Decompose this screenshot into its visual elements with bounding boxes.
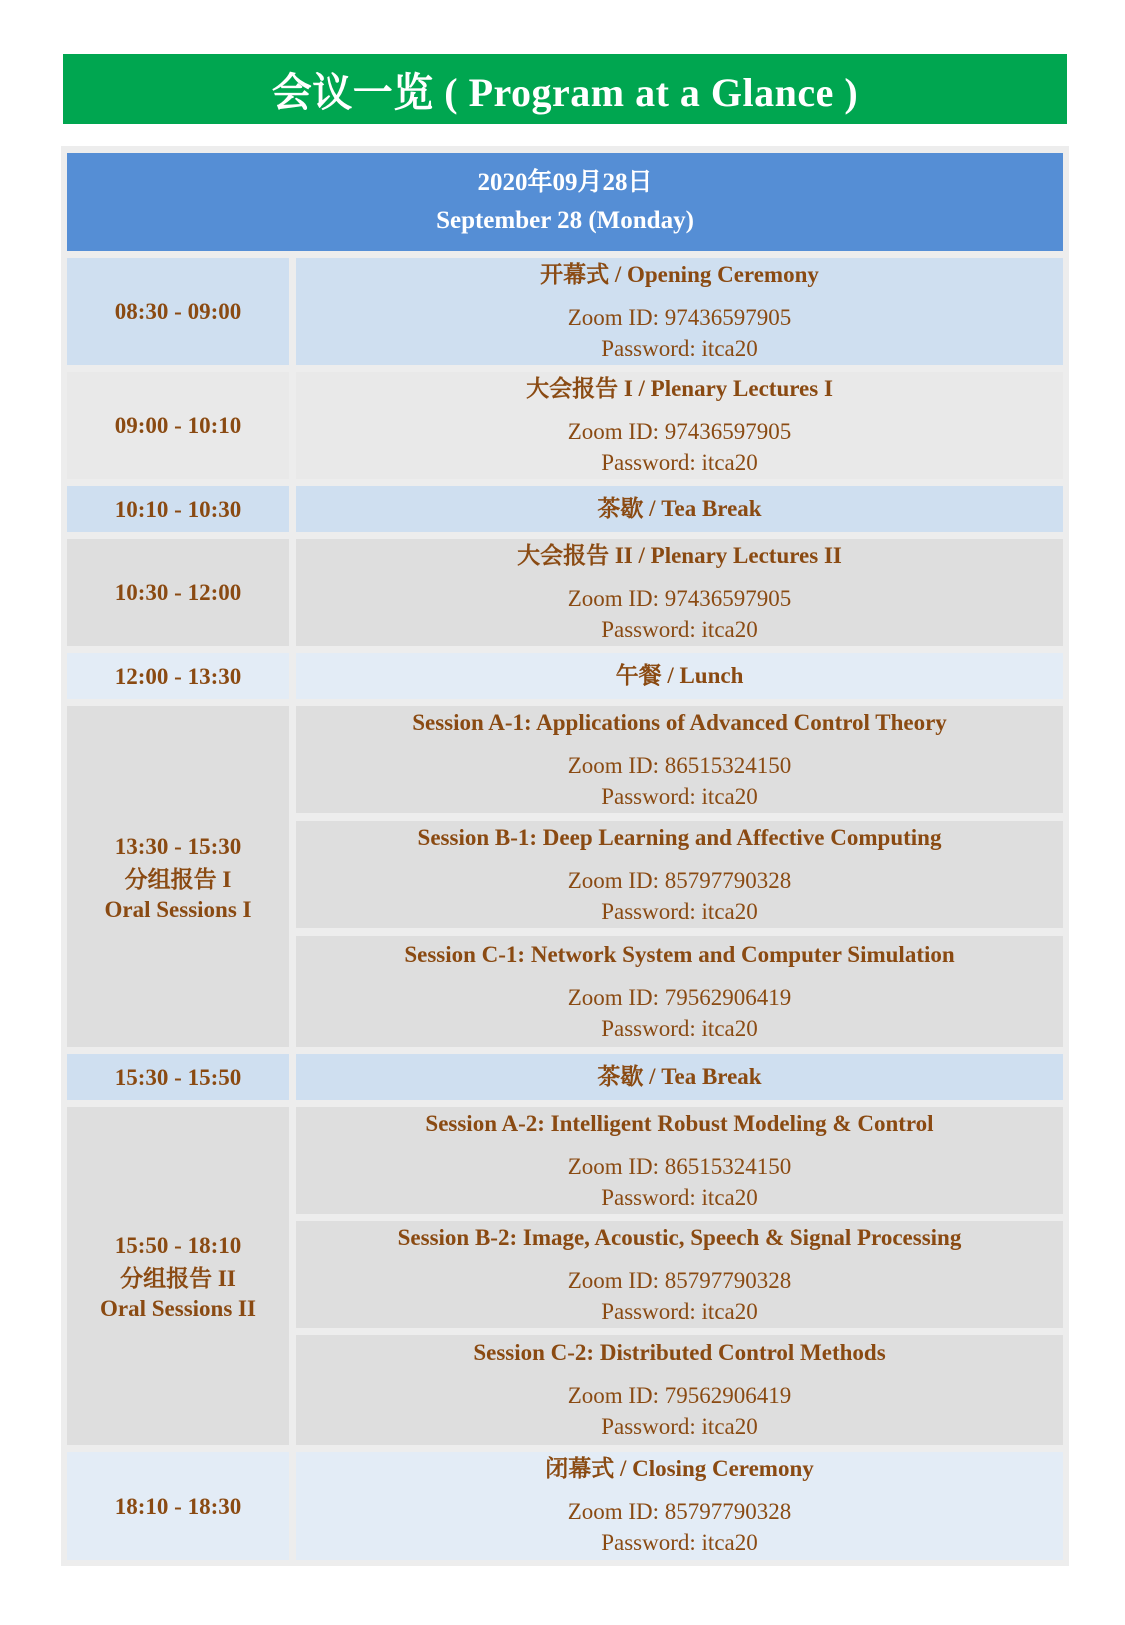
zoom-id: Zoom ID: 79562906419 — [567, 984, 792, 1010]
event-cell — [296, 1452, 1063, 1560]
event-cell — [296, 1107, 1063, 1214]
event-title: 茶歇 / Tea Break — [597, 496, 762, 521]
event-cell — [296, 821, 1063, 928]
zoom-id: Zoom ID: 79562906419 — [567, 1383, 792, 1408]
event-cell — [296, 372, 1063, 479]
event-cell — [296, 258, 1063, 365]
time-range: 10:10 - 10:30 — [114, 496, 242, 522]
password: Password: itca20 — [601, 616, 758, 642]
time-range: 15:50 - 18:10 — [114, 1233, 242, 1258]
password: Password: itca20 — [601, 1530, 758, 1555]
zoom-id: Zoom ID: 86515324150 — [567, 1153, 792, 1179]
password: Password: itca20 — [601, 898, 758, 924]
event-title: Session A-2: Intelligent Robust Modeling & Control — [425, 1110, 934, 1136]
password: Password: itca20 — [601, 1184, 758, 1210]
event-cell — [296, 936, 1063, 1047]
password: Password: itca20 — [601, 783, 758, 809]
event-cell — [296, 1221, 1063, 1328]
time-cell — [67, 706, 289, 1047]
event-title: Session A-1: Applications of Advanced Control Theory — [412, 709, 947, 735]
password: Password: itca20 — [601, 1298, 758, 1324]
password: Password: itca20 — [601, 1414, 758, 1439]
event-title: 开幕式 / Opening Ceremony — [540, 261, 819, 287]
zoom-id: Zoom ID: 85797790328 — [567, 1267, 792, 1293]
time-range: 18:10 - 18:30 — [114, 1493, 242, 1519]
time-range: 08:30 - 09:00 — [114, 299, 242, 324]
event-cell — [296, 486, 1063, 532]
event-cell — [296, 706, 1063, 813]
event-title: Session C-2: Distributed Control Methods — [473, 1340, 886, 1365]
session-group-en: Oral Sessions I — [104, 896, 252, 922]
date-cn: 2020年09月28日 — [477, 169, 653, 196]
time-cell — [67, 1054, 289, 1100]
time-range: 10:30 - 12:00 — [114, 580, 242, 605]
time-cell — [67, 258, 289, 365]
time-cell — [67, 539, 289, 646]
session-group-cn: 分组报告 II — [120, 1266, 236, 1291]
date-header — [67, 153, 1063, 251]
event-cell — [296, 653, 1063, 699]
session-group-cn: 分组报告 I — [124, 866, 232, 892]
event-title: Session B-1: Deep Learning and Affective Computing — [417, 824, 942, 850]
password: Password: itca20 — [601, 449, 758, 475]
password: Password: itca20 — [601, 335, 758, 361]
zoom-id: Zoom ID: 85797790328 — [567, 867, 792, 893]
session-group-en: Oral Sessions II — [100, 1296, 256, 1321]
event-cell — [296, 1054, 1063, 1100]
time-cell — [67, 486, 289, 532]
time-cell — [67, 372, 289, 479]
time-range: 15:30 - 15:50 — [114, 1064, 242, 1090]
event-cell — [296, 539, 1063, 646]
event-title: 茶歇 / Tea Break — [597, 1064, 762, 1089]
password: Password: itca20 — [601, 1015, 758, 1041]
time-cell — [67, 653, 289, 699]
zoom-id: Zoom ID: 85797790328 — [567, 1499, 792, 1524]
time-cell — [67, 1107, 289, 1445]
time-range: 13:30 - 15:30 — [114, 833, 242, 859]
event-title: 闭幕式 / Closing Ceremony — [545, 1456, 814, 1481]
event-title: 大会报告 I / Plenary Lectures I — [526, 375, 833, 401]
event-title: 大会报告 II / Plenary Lectures II — [517, 542, 842, 568]
date-en: September 28 (Monday) — [436, 207, 694, 234]
event-title: Session C-1: Network System and Computer Simulation — [404, 941, 955, 967]
page-title: 会议一览 ( Program at a Glance ) — [63, 54, 1067, 124]
zoom-id: Zoom ID: 97436597905 — [567, 585, 792, 611]
time-range: 12:00 - 13:30 — [114, 663, 242, 689]
event-title: 午餐 / Lunch — [615, 663, 744, 688]
event-cell — [296, 1335, 1063, 1445]
zoom-id: Zoom ID: 86515324150 — [567, 752, 792, 778]
zoom-id: Zoom ID: 97436597905 — [567, 304, 792, 330]
time-cell — [67, 1452, 289, 1560]
time-range: 09:00 - 10:10 — [114, 413, 242, 438]
zoom-id: Zoom ID: 97436597905 — [567, 418, 792, 444]
event-title: Session B-2: Image, Acoustic, Speech & Signal Processing — [397, 1224, 962, 1250]
